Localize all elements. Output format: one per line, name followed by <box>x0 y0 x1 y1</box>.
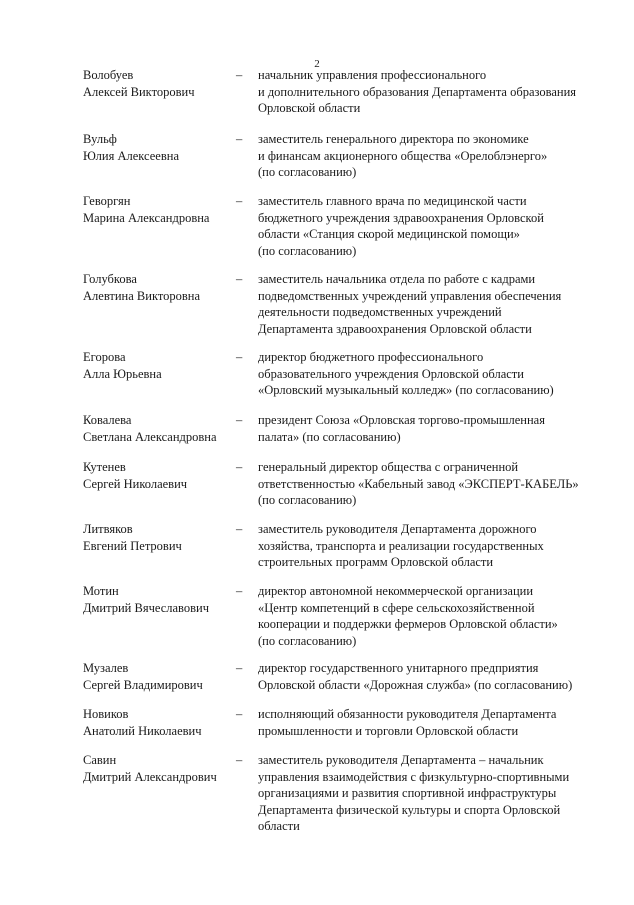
page-number: 2 <box>314 58 320 70</box>
role-line: заместитель руководителя Департамента – начальник <box>258 753 544 767</box>
member-surname: Вульф <box>83 132 117 146</box>
member-given-names: Марина Александровна <box>83 210 210 225</box>
member-name <box>83 131 233 164</box>
role-line: директор бюджетного профессионального <box>258 350 484 364</box>
member-name <box>83 459 233 492</box>
role-line: управления взаимодействия с физкультурно-спортивными <box>258 769 570 784</box>
member-role <box>258 349 618 399</box>
role-line: Орловской области <box>258 101 361 115</box>
role-line: директор автономной некоммерческой организации <box>258 584 534 598</box>
role-line: Департамента здравоохранения Орловской области <box>258 321 532 336</box>
member-name <box>83 271 233 304</box>
member-role <box>258 459 618 509</box>
member-surname: Новиков <box>83 707 129 721</box>
member-given-names: Евгений Петрович <box>83 538 182 553</box>
dash-separator: – <box>236 522 243 536</box>
role-line: деятельности подведомственных учреждений <box>258 305 502 319</box>
member-surname: Геворгян <box>83 194 131 208</box>
role-line: и дополнительного образования Департамента образования <box>258 84 577 99</box>
role-line: бюджетного учреждения здравоохранения Орловской <box>258 210 544 225</box>
dash-separator: – <box>236 707 243 721</box>
role-line: заместитель начальника отдела по работе с кадрами <box>258 272 536 286</box>
member-given-names: Алексей Викторович <box>83 84 195 99</box>
member-name <box>83 521 233 554</box>
member-name <box>83 349 233 382</box>
dash-separator: – <box>236 661 243 675</box>
role-line: строительных программ Орловской области <box>258 555 494 569</box>
role-line: заместитель главного врача по медицинской части <box>258 194 527 208</box>
role-line: хозяйства, транспорта и реализации государственных <box>258 538 544 553</box>
member-surname: Савин <box>83 753 117 767</box>
member-surname: Кутенев <box>83 460 126 474</box>
role-line: области <box>258 819 300 833</box>
role-line: генеральный директор общества с ограниченной <box>258 460 519 474</box>
role-line: подведомственных учреждений управления обеспечения <box>258 288 562 303</box>
role-line: организациями и развития спортивной инфраструктуры <box>258 786 557 800</box>
member-given-names: Сергей Владимирович <box>83 677 203 692</box>
member-surname: Голубкова <box>83 272 137 286</box>
dash-separator: – <box>236 413 243 427</box>
member-name <box>83 193 233 226</box>
member-role <box>258 752 618 835</box>
role-line: палата» (по согласованию) <box>258 429 401 444</box>
role-line: «Орловский музыкальный колледж» (по согласованию) <box>258 383 554 397</box>
role-line: (по согласованию) <box>258 243 357 258</box>
member-name <box>83 706 233 739</box>
dash-separator: – <box>236 460 243 474</box>
role-line: президент Союза «Орловская торгово-промышленная <box>258 413 545 427</box>
role-line: кооперации и поддержки фермеров Орловской области» <box>258 617 558 631</box>
member-role <box>258 67 618 117</box>
role-line: начальник управления профессионального <box>258 68 487 82</box>
member-surname: Литвяков <box>83 522 133 536</box>
member-name <box>83 412 233 445</box>
role-line: заместитель руководителя Департамента дорожного <box>258 522 537 536</box>
member-given-names: Юлия Алексеевна <box>83 148 179 163</box>
dash-separator: – <box>236 68 243 82</box>
member-given-names: Дмитрий Вячеславович <box>83 600 210 615</box>
member-role <box>258 193 618 259</box>
member-surname: Мотин <box>83 584 119 598</box>
member-role <box>258 271 618 337</box>
member-name <box>83 67 233 100</box>
member-role <box>258 660 618 693</box>
role-line: исполняющий обязанности руководителя Департамента <box>258 707 557 721</box>
member-surname: Музалев <box>83 661 129 675</box>
member-given-names: Анатолий Николаевич <box>83 723 202 738</box>
role-line: (по согласованию) <box>258 165 357 179</box>
dash-separator: – <box>236 272 243 286</box>
role-line: ответственностью «Кабельный завод «ЭКСПЕРТ-КАБЕЛЬ» <box>258 476 579 491</box>
role-line: области «Станция скорой медицинской помощи» <box>258 227 520 241</box>
member-surname: Егорова <box>83 350 126 364</box>
dash-separator: – <box>236 194 243 208</box>
role-line: Департамента физической культуры и спорта Орловской <box>258 802 561 817</box>
member-given-names: Дмитрий Александрович <box>83 769 217 784</box>
dash-separator: – <box>236 584 243 598</box>
dash-separator: – <box>236 132 243 146</box>
member-role <box>258 583 618 649</box>
member-role <box>258 521 618 571</box>
member-surname: Ковалева <box>83 413 132 427</box>
role-line: заместитель генерального директора по экономике <box>258 132 529 146</box>
role-line: Орловской области «Дорожная служба» (по согласованию) <box>258 677 573 692</box>
member-surname: Волобуев <box>83 68 134 82</box>
member-role <box>258 412 618 445</box>
role-line: промышленности и торговли Орловской области <box>258 723 519 738</box>
member-role <box>258 706 618 739</box>
member-name <box>83 752 233 785</box>
member-given-names: Светлана Александровна <box>83 429 217 444</box>
role-line: (по согласованию) <box>258 493 357 507</box>
member-given-names: Алла Юрьевна <box>83 366 162 381</box>
dash-separator: – <box>236 350 243 364</box>
member-role <box>258 131 618 181</box>
role-line: образовательного учреждения Орловской области <box>258 366 524 381</box>
member-name <box>83 583 233 616</box>
role-line: директор государственного унитарного предприятия <box>258 661 539 675</box>
member-given-names: Алевтина Викторовна <box>83 288 201 303</box>
role-line: (по согласованию) <box>258 633 357 648</box>
member-given-names: Сергей Николаевич <box>83 476 188 491</box>
dash-separator: – <box>236 753 243 767</box>
role-line: и финансам акционерного общества «Орелоблэнерго» <box>258 148 548 163</box>
role-line: «Центр компетенций в сфере сельскохозяйственной <box>258 600 535 615</box>
member-name <box>83 660 233 693</box>
